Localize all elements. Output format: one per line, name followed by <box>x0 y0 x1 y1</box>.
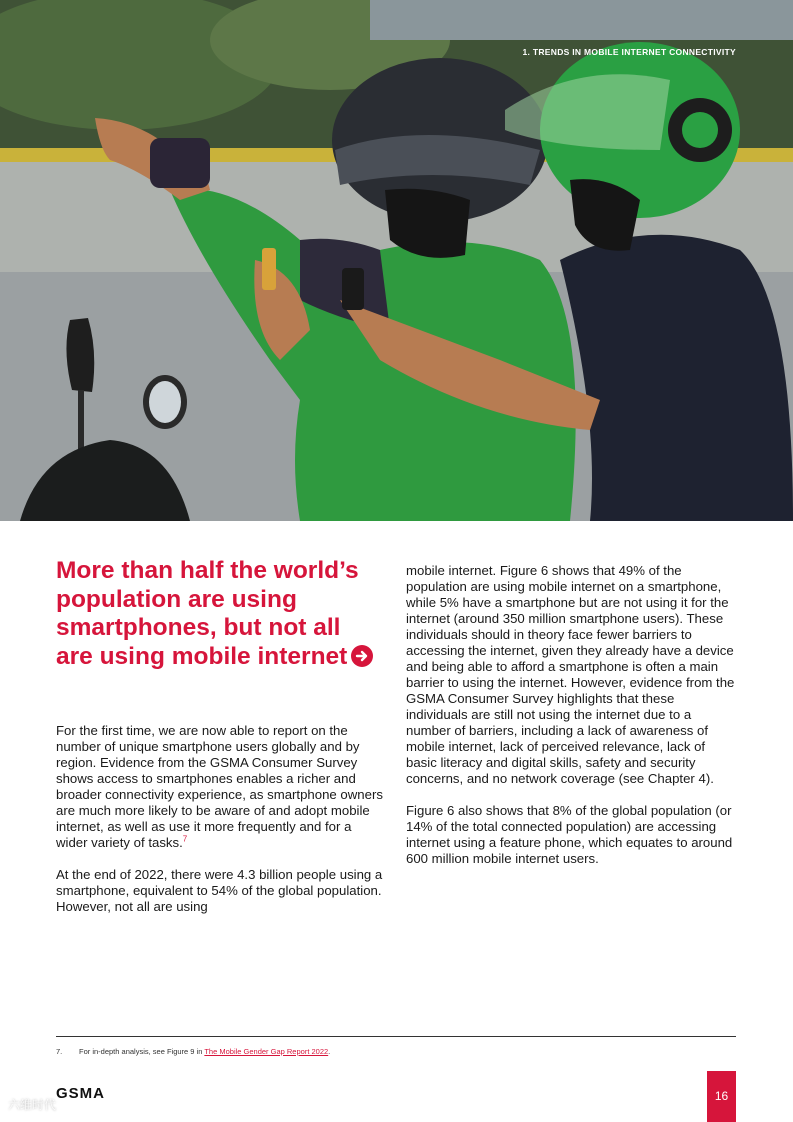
paragraph: Figure 6 also shows that 8% of the global population (or 14% of the total connected population) are accessing internet using a feature phone, which equates to around 600 million mobile internet users. <box>406 803 733 866</box>
page-headline <box>56 557 376 671</box>
section-label: 1. TRENDS IN MOBILE INTERNET CONNECTIVITY <box>522 47 736 57</box>
paragraph: At the end of 2022, there were 4.3 billion people using a smartphone, equivalent to 54% of the global population. However, not all are using <box>56 867 383 914</box>
gsma-logo: GSMA <box>56 1085 105 1102</box>
riders-illustration <box>0 0 793 521</box>
hero-photo <box>0 0 793 521</box>
footnote-end: . <box>328 1047 331 1056</box>
arrow-right-circle-icon[interactable] <box>351 645 373 667</box>
body-column-left <box>56 723 386 931</box>
paragraph: mobile internet. Figure 6 shows that 49% of the population are using mobile internet on a smartphone, while 5% have a smartphone but are not using it for the internet (around 350 million smartphone users). These individuals should in theory face fewer barriers to accessing the internet, given they already have a device and being able to afford a smartphone is often a main barrier to using the internet. However, evidence from the GSMA Consumer Survey highlights that these individuals are still not using the internet due to a number of barriers, including a lack of awareness of mobile internet, lack of perceived relevance, lack of basic literacy and digital skills, safety and security concerns, and no network coverage (see Chapter 4). <box>406 563 735 786</box>
footnote-text: For in-depth analysis, see Figure 9 in <box>79 1047 205 1056</box>
body-column-right <box>406 563 736 883</box>
headline-text: More than half the world’s population are using smartphones, but not all are using mobile internet <box>56 557 359 670</box>
paragraph-text: For the first time, we are now able to report on the number of unique smartphone users globally and by region. Evidence from the GSMA Consumer Survey shows access to smartphones enables a richer and broader connectivity experience, as smartphone owners are much more likely to be aware of and adopt mobile internet, as well as use it more frequently and for a wider variety of tasks. <box>56 723 383 850</box>
footnote-divider <box>56 1036 736 1037</box>
footnote-link[interactable]: The Mobile Gender Gap Report 2022 <box>204 1047 329 1056</box>
footnote-number: 7. <box>56 1047 63 1056</box>
footnote <box>56 1047 330 1056</box>
page-number: 16 <box>707 1071 736 1122</box>
footnote-ref[interactable]: 7 <box>182 834 188 844</box>
watermark: 六维时代 <box>8 1098 57 1112</box>
paragraph <box>56 723 386 851</box>
